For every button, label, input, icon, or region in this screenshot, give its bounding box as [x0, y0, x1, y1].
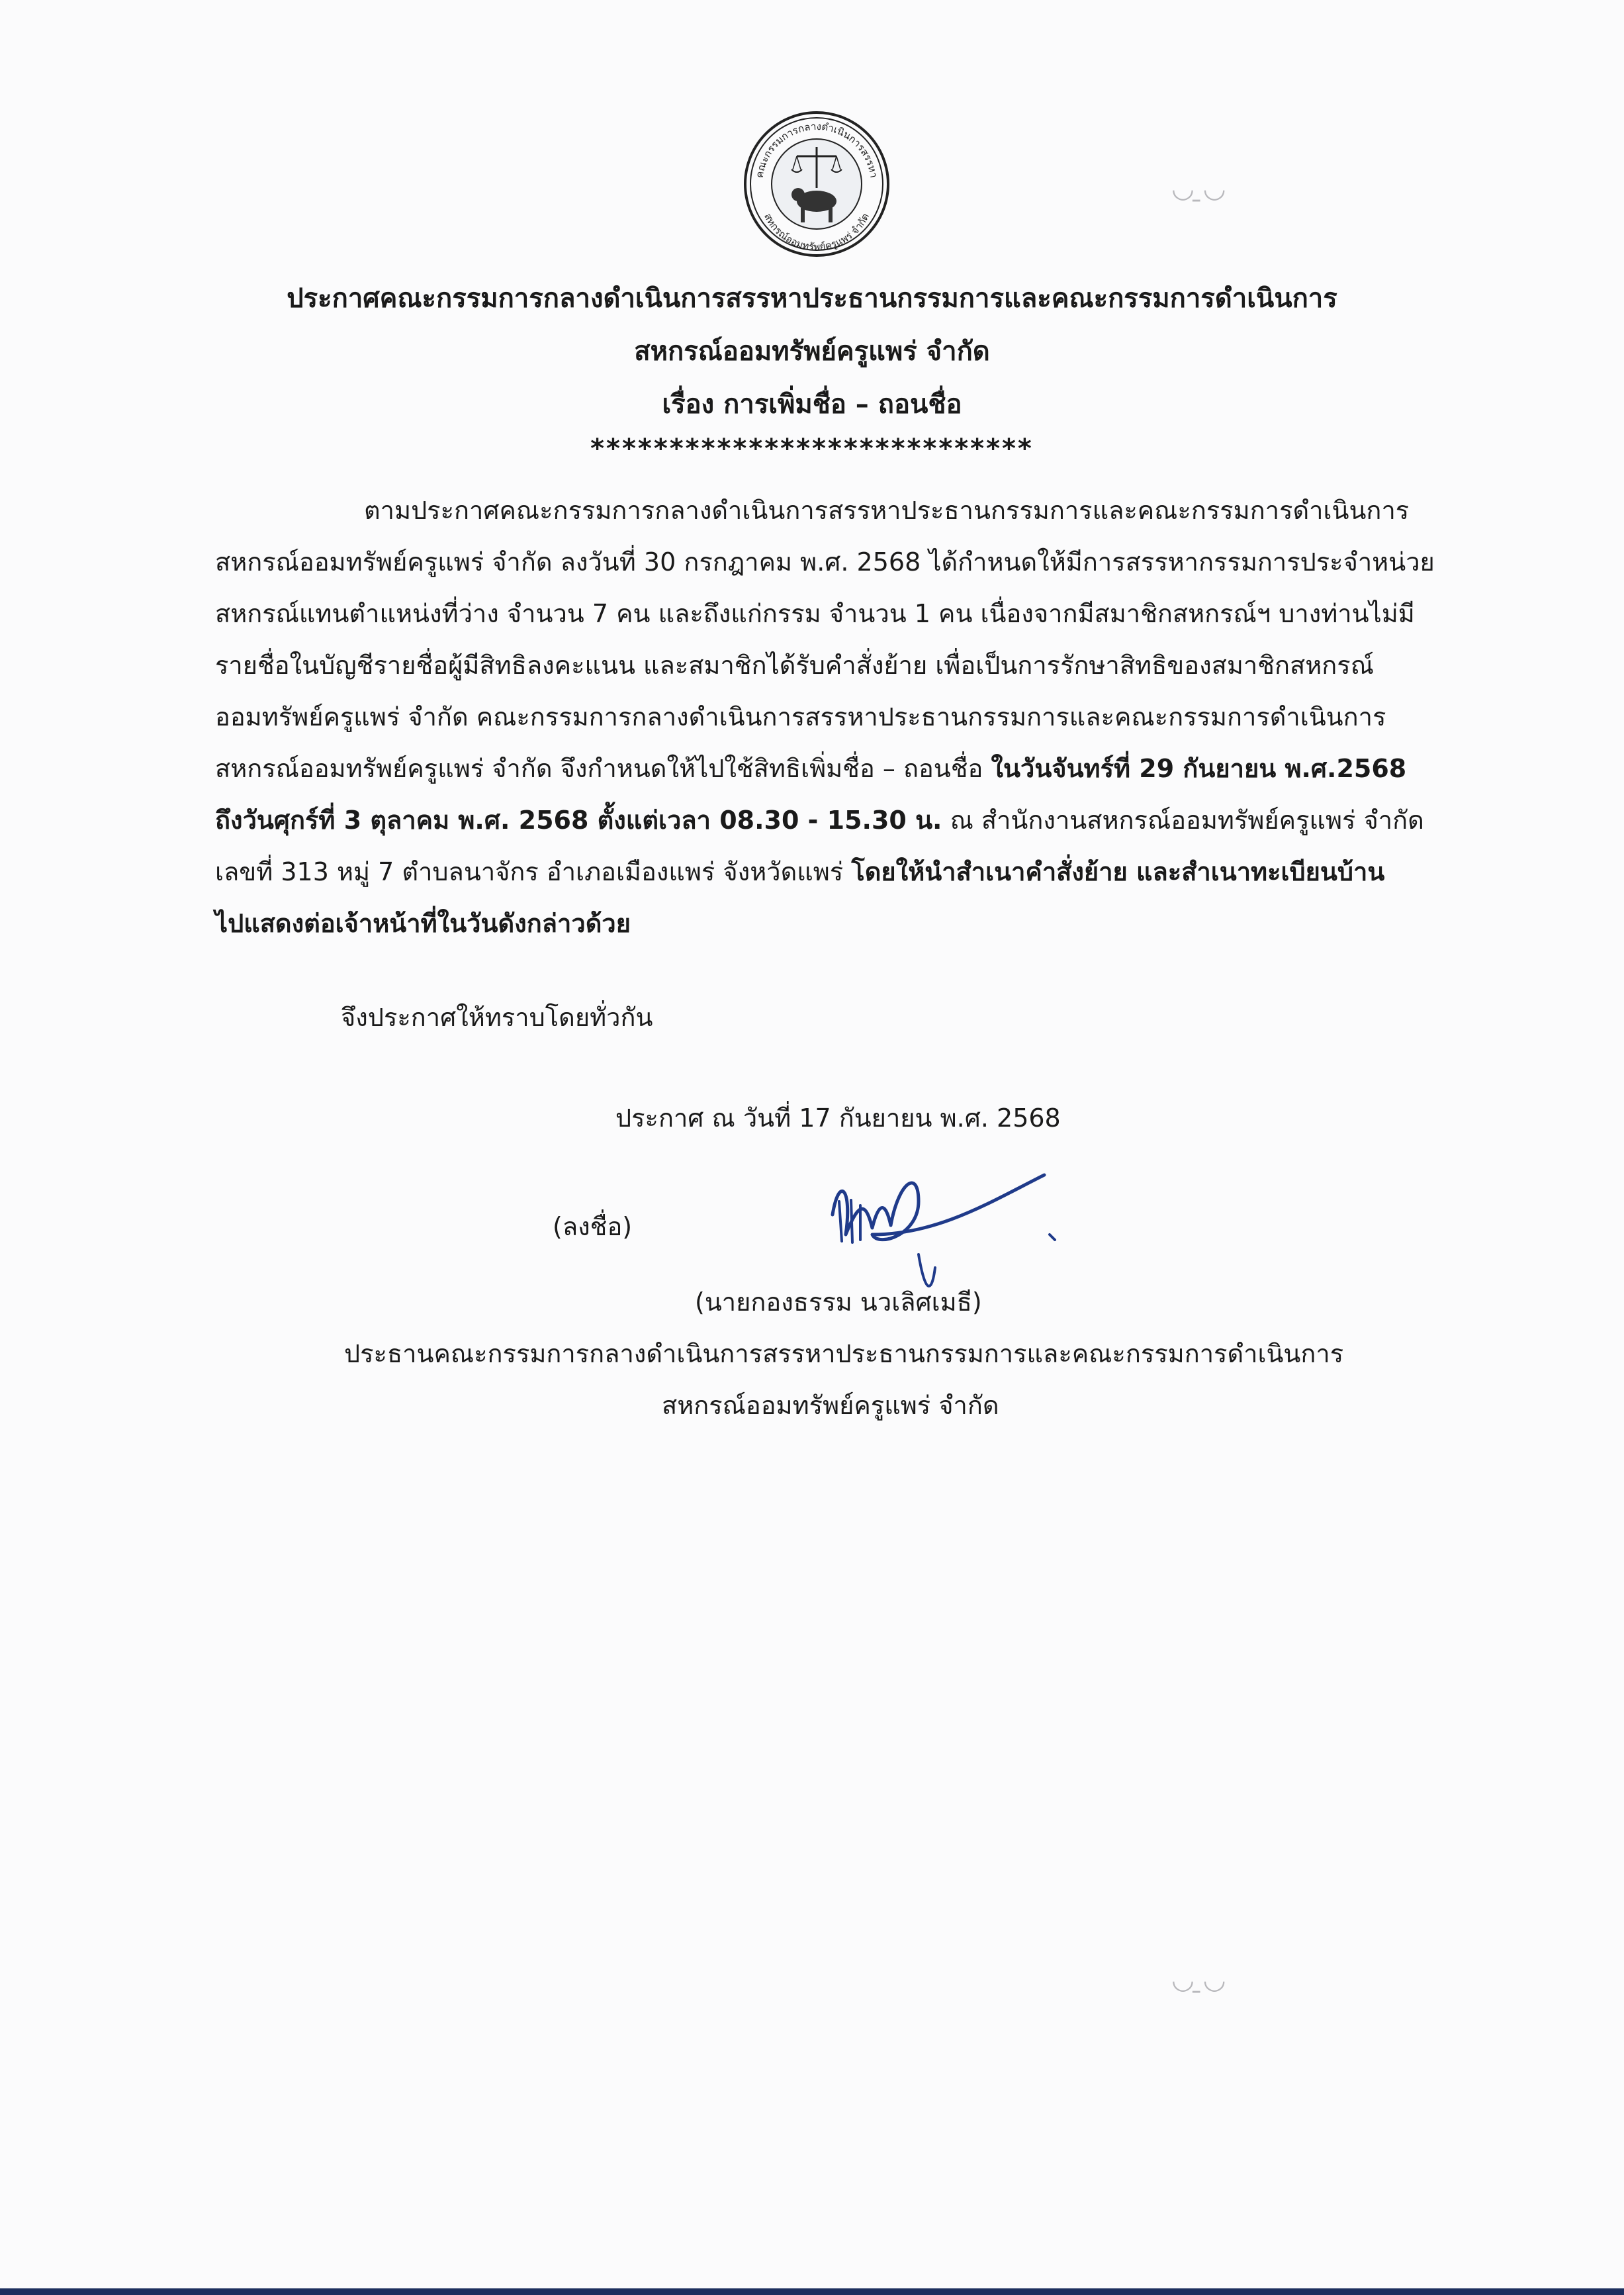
signer-position-2: สหกรณ์ออมทรัพย์ครูแพร่ จำกัด — [662, 1391, 999, 1420]
body-line-7 — [215, 800, 1424, 840]
body-line-2: สหกรณ์ออมทรัพย์ครูแพร่ จำกัด ลงวันที่ 30 กรกฎาคม พ.ศ. 2568 ได้กำหนดให้มีการสรรหากรรมการประจำหน่วย — [215, 547, 1435, 577]
body-line-3: สหกรณ์แทนตำแหน่งที่ว่าง จำนวน 7 คน และถึงแก่กรรม จำนวน 1 คน เนื่องจากมีสมาชิกสหกรณ์ฯ บางท่านไม่มี — [215, 599, 1415, 628]
signer-position-1: ประธานคณะกรรมการกลางดำเนินการสรรหาประธานกรรมการและคณะกรรมการดำเนินการ — [344, 1339, 1344, 1368]
body-line-5: ออมทรัพย์ครูแพร่ จำกัด คณะกรรมการกลางดำเนินการสรรหาประธานกรรมการและคณะกรรมการดำเนินการ — [215, 702, 1386, 731]
body-line-8 — [215, 851, 1384, 892]
announcement-title: ประกาศคณะกรรมการกลางดำเนินการสรรหาประธานกรรมการและคณะกรรมการดำเนินการ — [287, 283, 1337, 314]
cooperative-seal — [743, 109, 891, 259]
handwritten-signature — [819, 1162, 1084, 1294]
body-line-8-bold: โดยให้นำสำเนาคำสั่งย้าย และสำเนาทะเบียนบ้าน — [851, 857, 1385, 886]
cooperative-name: สหกรณ์ออมทรัพย์ครูแพร่ จำกัด — [634, 336, 990, 367]
scan-mark-top: ◡ ̱◡ — [1171, 173, 1226, 204]
body-line-6-normal: สหกรณ์ออมทรัพย์ครูแพร่ จำกัด จึงกำหนดให้ไปใช้สิทธิเพิ่มชื่อ – ถอนชื่อ — [215, 754, 991, 783]
separator: **************************** — [590, 434, 1034, 464]
body-line-1: ตามประกาศคณะกรรมการกลางดำเนินการสรรหาประธานกรรมการและคณะกรรมการดำเนินการ — [364, 496, 1410, 525]
body-line-8-normal: เลขที่ 313 หมู่ 7 ตำบลนาจักร อำเภอเมืองแพร่ จังหวัดแพร่ — [215, 857, 852, 886]
scan-edge — [0, 2288, 1624, 2295]
body-line-7-bold: ถึงวันศุกร์ที่ 3 ตุลาคม พ.ศ. 2568 ตั้งแต่เวลา 08.30 - 15.30 น. — [215, 806, 942, 835]
announcement-date: ประกาศ ณ วันที่ 17 กันยายน พ.ศ. 2568 — [615, 1103, 1061, 1133]
body-line-9 — [215, 903, 631, 943]
body-line-9-bold: ไปแสดงต่อเจ้าหน้าที่ในวันดังกล่าวด้วย — [215, 909, 631, 938]
subject-line: เรื่อง การเพิ่มชื่อ – ถอนชื่อ — [662, 389, 962, 420]
body-line-6-bold: ในวันจันทร์ที่ 29 กันยายน พ.ศ.2568 — [991, 754, 1407, 783]
body-line-6 — [215, 748, 1406, 788]
signer-name: (นายกองธรรม นวเลิศเมธี) — [695, 1288, 982, 1317]
closing-statement: จึงประกาศให้ทราบโดยทั่วกัน — [341, 1003, 653, 1032]
seal-bottom-text: สหกรณ์ออมทรัพย์ครูแพร่ จำกัด — [762, 211, 872, 253]
sign-label: (ลงชื่อ) — [553, 1212, 633, 1241]
scan-mark-bottom: ◡ ̱◡ — [1171, 1965, 1226, 1995]
body-line-4: รายชื่อในบัญชีรายชื่อผู้มีสิทธิลงคะแนน และสมาชิกได้รับคำสั่งย้าย เพื่อเป็นการรักษาสิทธิของสมาชิกสหกรณ์ — [215, 651, 1374, 680]
seal-top-text: คณะกรรมการกลางดำเนินการสรรหา — [753, 120, 880, 179]
body-line-7-normal: ณ สำนักงานสหกรณ์ออมทรัพย์ครูแพร่ จำกัด — [942, 806, 1424, 835]
